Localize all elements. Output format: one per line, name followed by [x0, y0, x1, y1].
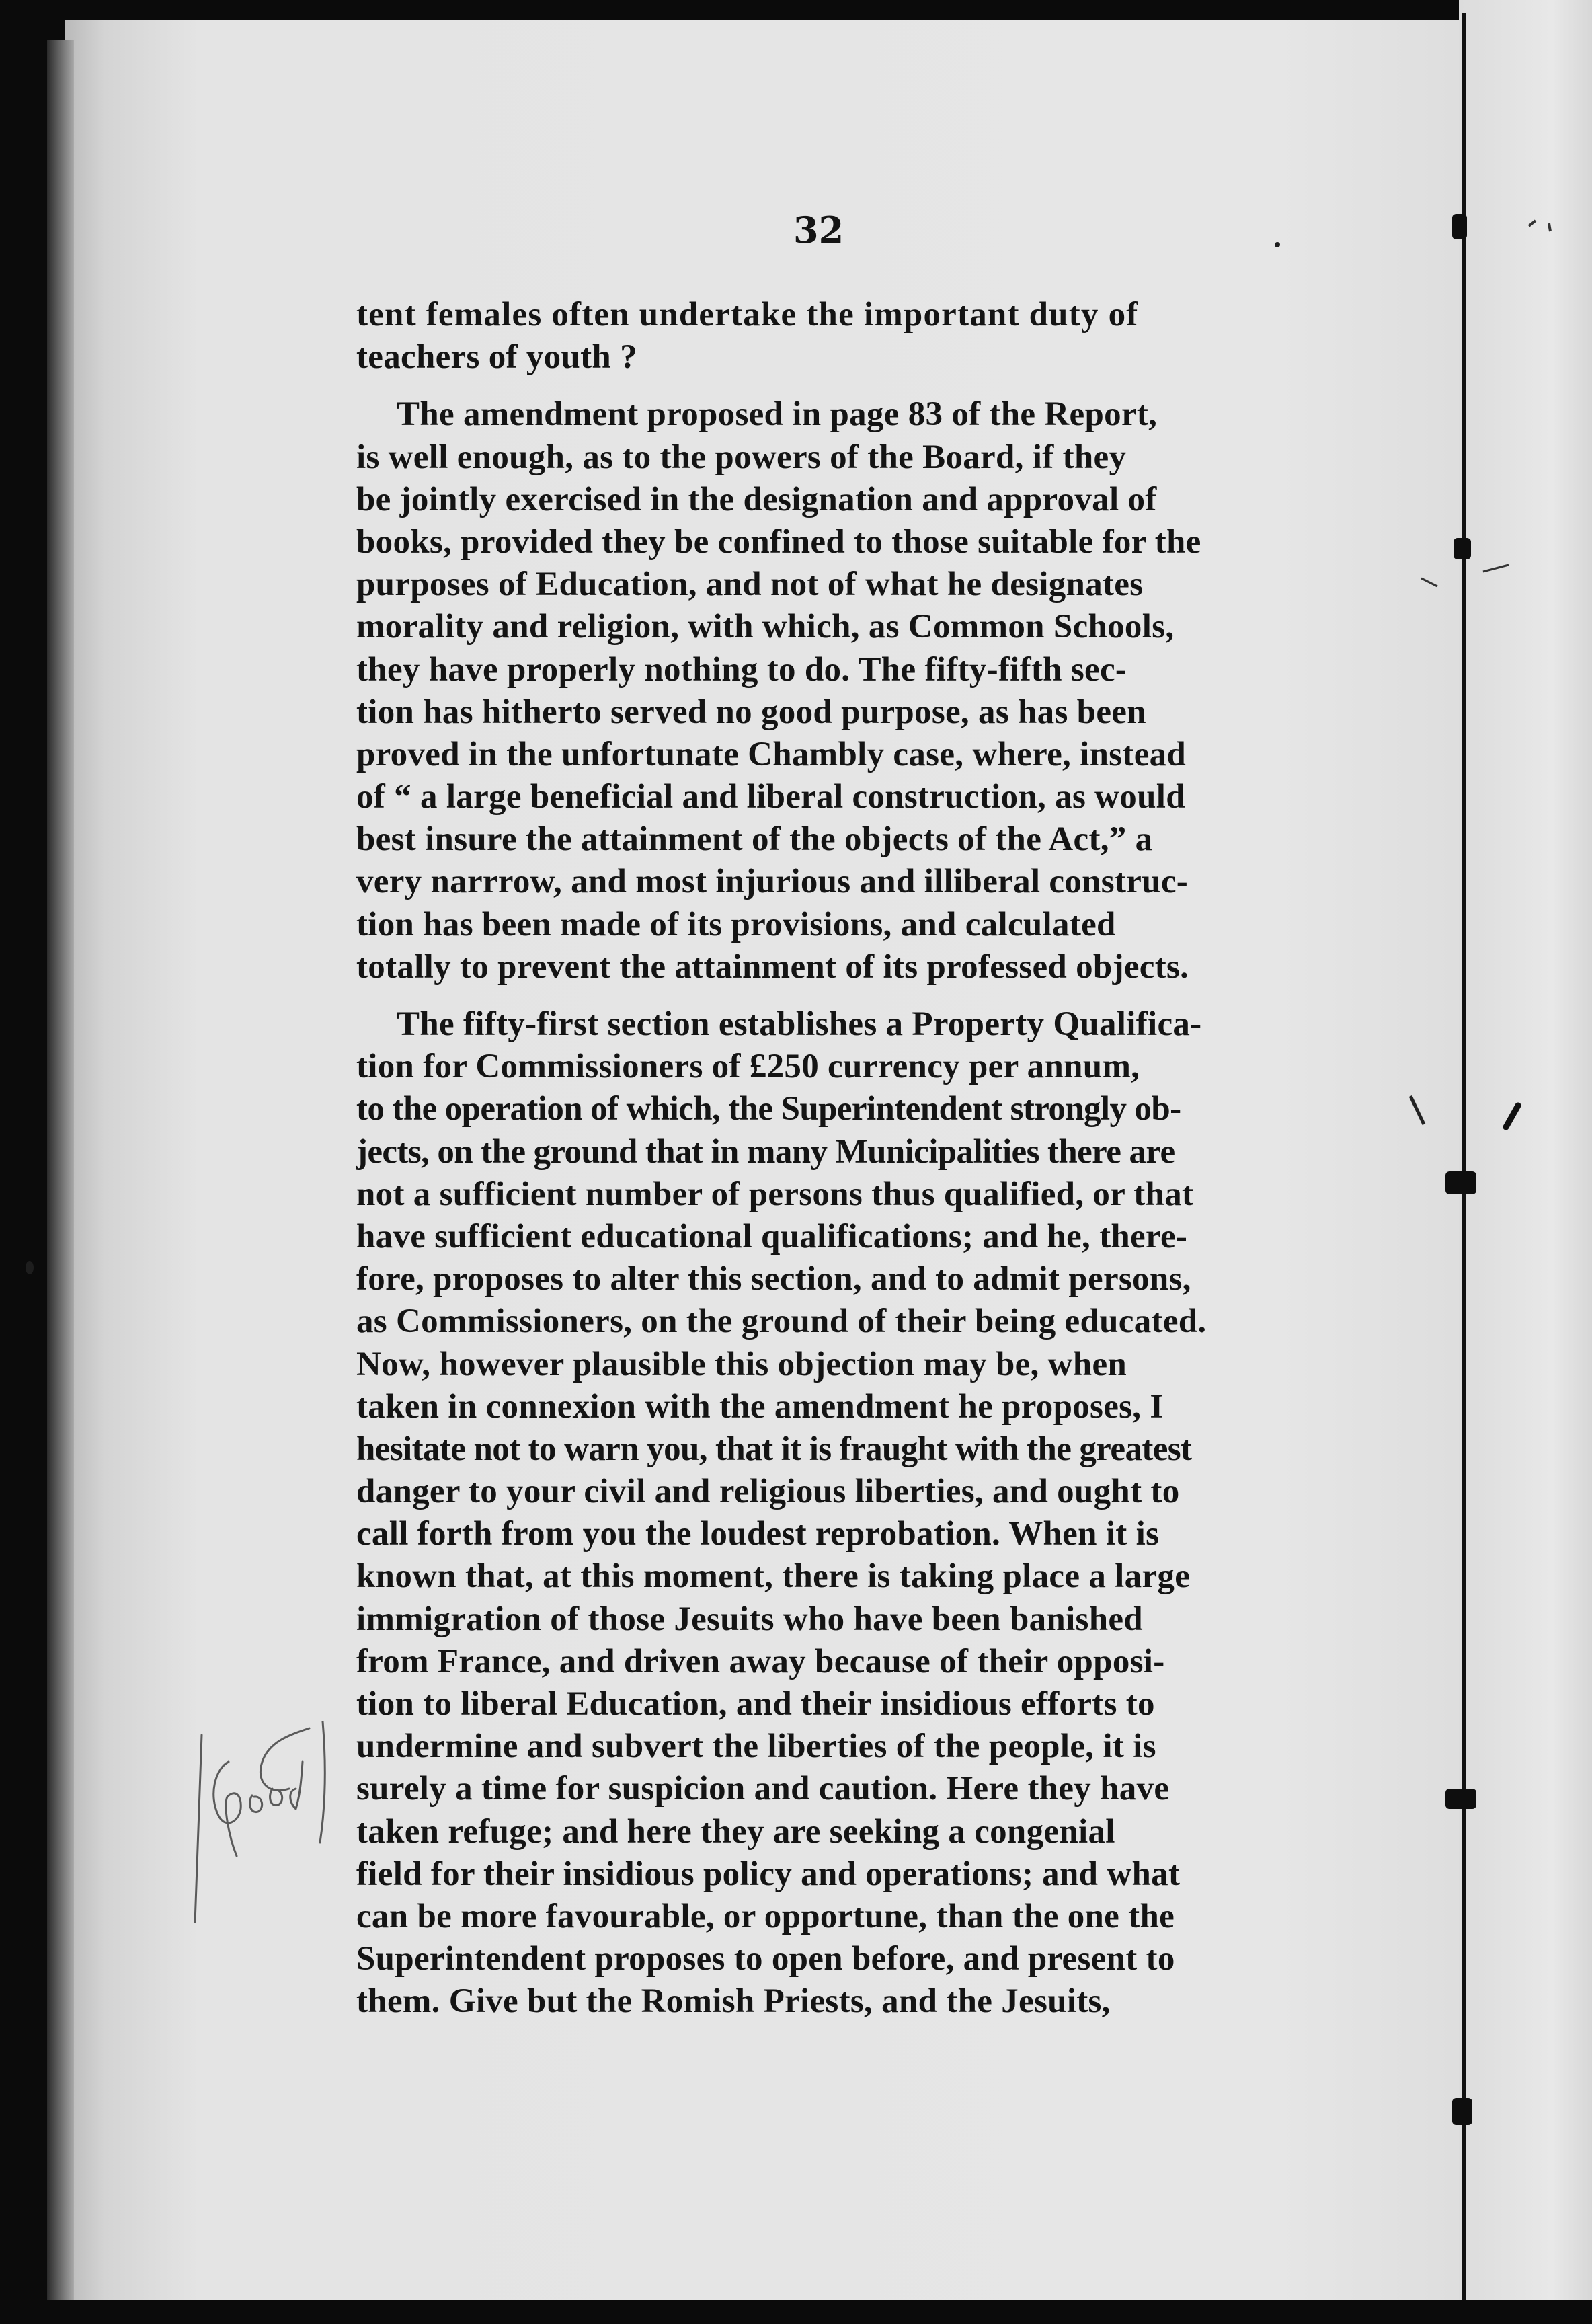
text-line: taken in connexion with the amendment he proposes, I — [356, 1387, 1164, 1426]
margin-marks — [1385, 202, 1587, 1210]
text-line: best insure the attainment of the objects of the Act,” a — [356, 820, 1153, 859]
text-line: tion for Commissioners of £250 currency per annum, — [356, 1048, 1140, 1086]
paragraph — [356, 294, 1304, 379]
text-line: field for their insidious policy and operations; and what — [356, 1855, 1181, 1893]
text-line: very narrrow, and most injurious and illiberal construc- — [356, 863, 1189, 901]
text-line: tion has hitherto served no good purpose, as has been — [356, 693, 1146, 731]
text-line: have sufficient educational qualifications; and he, there- — [356, 1217, 1188, 1255]
page-number: 32 — [793, 208, 844, 251]
text-line: totally to prevent the attainment of its professed objects. — [356, 947, 1189, 986]
text-line: tent females often undertake the important duty of — [356, 296, 1139, 334]
paragraph — [356, 393, 1304, 989]
text-line: can be more favourable, or opportune, than the one the — [356, 1897, 1175, 1935]
text-line: jects, on the ground that in many Municipalities there are — [356, 1132, 1175, 1171]
binding-edge — [47, 40, 74, 2300]
text-line: Now, however plausible this objection may be, when — [356, 1345, 1127, 1383]
text-line: to the operation of which, the Superintendent strongly ob- — [356, 1090, 1181, 1128]
body-text — [356, 294, 1304, 2023]
text-line: is well enough, as to the powers of the Board, if they — [356, 438, 1127, 476]
text-line: danger to your civil and religious liberties, and ought to — [356, 1473, 1180, 1511]
text-line: call forth from you the loudest reprobation. When it is — [356, 1515, 1160, 1553]
text-line: be jointly exercised in the designation and approval of — [356, 480, 1157, 518]
text-line: morality and religion, with which, as Common Schools, — [356, 608, 1175, 646]
text-line: they have properly nothing to do. The fifty-fifth sec- — [356, 650, 1127, 689]
paragraph — [356, 1003, 1304, 2023]
text-line: tion to liberal Education, and their insidious efforts to — [356, 1685, 1155, 1723]
scan-border — [0, 2300, 1592, 2324]
text-line: tion has been made of its provisions, and calculated — [356, 905, 1116, 943]
text-line: as Commissioners, on the ground of their being educated. — [356, 1303, 1207, 1341]
text-line: purposes of Education, and not of what he designates — [356, 566, 1144, 604]
text-line: them. Give but the Romish Priests, and the Jesuits, — [356, 1982, 1111, 2021]
text-line: taken refuge; and here they are seeking a congenial — [356, 1812, 1115, 1851]
text-line: surely a time for suspicion and caution. Here they have — [356, 1770, 1170, 1808]
text-line: teachers of youth ? — [356, 338, 637, 377]
text-line: immigration of those Jesuits who have been banished — [356, 1600, 1143, 1638]
text-line: from France, and driven away because of their opposi- — [356, 1642, 1165, 1680]
text-line: not a sufficient number of persons thus qualified, or that — [356, 1175, 1194, 1213]
binding-stitch — [1452, 2098, 1472, 2125]
handwritten-margin-note — [188, 1721, 329, 1923]
ink-speck — [26, 1261, 34, 1274]
text-line: Superintendent proposes to open before, and present to — [356, 1940, 1175, 1978]
text-line: The fifty-first section establishes a Property Qualifica- — [397, 1005, 1202, 1043]
text-line: fore, proposes to alter this section, and to admit persons, — [356, 1260, 1191, 1299]
text-line: proved in the unfortunate Chambly case, where, instead — [356, 735, 1187, 773]
text-line: books, provided they be confined to those suitable for the — [356, 522, 1201, 561]
text-line: known that, at this moment, there is taking place a large — [356, 1557, 1191, 1596]
text-line: of “ a large beneficial and liberal construction, as would — [356, 778, 1185, 816]
binding-stitch — [1445, 1789, 1476, 1809]
text-line: The amendment proposed in page 83 of the Report, — [397, 395, 1158, 434]
text-line: hesitate not to warn you, that it is fraught with the greatest — [356, 1430, 1192, 1468]
text-line: undermine and subvert the liberties of the people, it is — [356, 1728, 1156, 1766]
ink-speck — [1275, 242, 1280, 247]
